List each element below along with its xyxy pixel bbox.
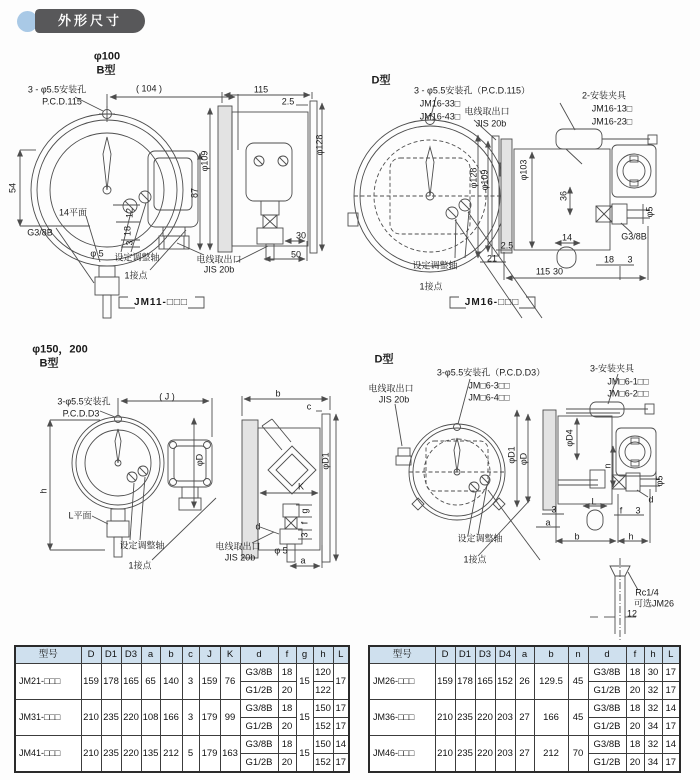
cell: 15: [296, 664, 313, 700]
b100-mount-holes-label: 3 - φ5.5安装孔: [27, 84, 87, 95]
cell: 235: [455, 736, 475, 773]
col-header: c: [182, 646, 199, 664]
b150-dim-b: b: [275, 388, 281, 399]
d100-contact-label: 1接点: [419, 281, 443, 292]
cell: 163: [220, 736, 240, 773]
col-header: D: [435, 646, 455, 664]
col-header: d: [588, 646, 626, 664]
d100-mount-holes-label: 3 - φ5.5安装孔（P.C.D.115）: [413, 85, 531, 96]
cell: 27: [515, 736, 534, 773]
b100-phi5-label: φ 5: [90, 248, 104, 259]
col-header: b: [160, 646, 182, 664]
col-header: f: [278, 646, 296, 664]
d150-dim-f: f: [619, 505, 623, 516]
cell: 178: [455, 664, 475, 700]
d100-phi5: φ5: [644, 206, 655, 218]
d100-outlet-label: 电线取出口: [464, 106, 510, 117]
cell: 26: [515, 664, 534, 700]
b100-outlet-std-label: JIS 20b: [203, 264, 235, 275]
d150-rc-thread-label: Rc1/4: [635, 587, 659, 598]
model-cell: JM46-□□□: [369, 736, 435, 773]
cell: 20: [626, 682, 644, 700]
d150-dim-a: a: [545, 517, 551, 528]
d150-dim-12: 12: [626, 608, 638, 619]
d100-clamp-label: 2-安装夹具: [581, 90, 627, 101]
b100-adjust-shaft-label: 设定调整轴: [114, 252, 160, 263]
col-header: f: [626, 646, 644, 664]
b150-dim-f: f: [299, 521, 310, 525]
table-row: [369, 700, 680, 718]
col-header: a: [141, 646, 160, 664]
d100-adjust-shaft-label: 设定调整轴: [412, 260, 458, 271]
cell: 20: [278, 754, 296, 773]
b100-dim-104: ( 104 ): [135, 83, 163, 94]
dimension-table-b-type: [14, 645, 350, 773]
d100-phi109: φ109: [479, 169, 490, 191]
model-cell: JM26-□□□: [369, 664, 435, 700]
cell: 3: [182, 664, 199, 700]
cell: G3/8B: [588, 736, 626, 754]
b100-flat-label: 14平面: [58, 207, 88, 218]
cell: 17: [333, 718, 349, 736]
cell: 220: [121, 736, 141, 773]
cell: 159: [199, 664, 220, 700]
cell: 150: [313, 736, 333, 754]
b150-phi5: φ 5: [274, 545, 288, 556]
cell: 150: [313, 700, 333, 718]
cell: 18: [626, 664, 644, 682]
col-header: D4: [495, 646, 515, 664]
b150-dim-K: K: [297, 481, 305, 492]
cell: 179: [199, 736, 220, 773]
cell: 17: [333, 754, 349, 773]
cell: 17: [662, 718, 680, 736]
cell: 210: [81, 700, 101, 736]
col-header: K: [220, 646, 240, 664]
b100-dim-3: 3: [124, 240, 135, 246]
d100-clamp-model-2: JM16-23□: [591, 116, 633, 127]
cell: 27: [515, 700, 534, 736]
table-row: [369, 736, 680, 754]
b150-dim-J: ( J ): [159, 391, 175, 402]
cell: G1/2B: [240, 754, 278, 773]
b100-phi109: φ109: [199, 150, 210, 172]
b100-contact-label: 1接点: [124, 270, 148, 281]
cell: 140: [160, 664, 182, 700]
col-header: D1: [455, 646, 475, 664]
cell: 166: [160, 700, 182, 736]
d150-optional-label: 可选JM26: [633, 598, 675, 609]
cell: 18: [278, 736, 296, 754]
b150-dim-g: g: [299, 508, 310, 514]
d150-phi5: φ5: [654, 475, 665, 487]
b150-dim-3: 3: [299, 532, 310, 538]
b150-type-title: B型: [39, 357, 59, 370]
d100-dim-14: 14: [561, 232, 573, 243]
cell: 18: [626, 700, 644, 718]
cell: 14: [662, 700, 680, 718]
d150-model-2: JM□6-4□□: [468, 392, 510, 403]
cell: 15: [296, 736, 313, 773]
b100-dim-87: 87: [189, 187, 200, 199]
d100-dim-2-5: 2.5: [500, 240, 514, 251]
table-row: [15, 736, 349, 754]
col-header: b: [534, 646, 568, 664]
cell: 210: [435, 700, 455, 736]
b150-dim-d: d: [255, 521, 261, 532]
cell: 220: [475, 736, 495, 773]
b150-dim-a: a: [300, 555, 306, 566]
d150-adjust-shaft-label: 设定调整轴: [457, 533, 503, 544]
table-header-row: [15, 646, 349, 664]
d100-dim-36: 36: [558, 190, 569, 202]
d150-dim-3b: 3: [635, 505, 641, 516]
col-header: L: [662, 646, 680, 664]
d100-thread-label: G3/8B: [621, 231, 647, 242]
d150-contact-label: 1接点: [463, 554, 487, 565]
d150-phiD1: φD1: [506, 446, 517, 464]
cell: 17: [662, 682, 680, 700]
cell: 212: [534, 736, 568, 773]
cell: 210: [81, 736, 101, 773]
cell: 14: [662, 736, 680, 754]
cell: 5: [182, 736, 199, 773]
col-header: 型号: [369, 646, 435, 664]
b150-outlet-label: 电线取出口: [215, 541, 261, 552]
dimension-table-d-type: [368, 645, 681, 773]
col-header: d: [240, 646, 278, 664]
cell: 32: [644, 736, 662, 754]
b100-dim-2-5: 2.5: [281, 96, 295, 107]
d150-mount-holes-label: 3-φ5.5安装孔（P.C.D.D3）: [436, 367, 546, 378]
b150-dim-h: h: [38, 488, 49, 494]
cell: 32: [644, 700, 662, 718]
d100-front-view: [348, 97, 542, 318]
b150-outlet-std-label: JIS 20b: [224, 552, 256, 563]
cell: 120: [313, 664, 333, 682]
b100-dim-30: 30: [295, 230, 307, 241]
model-cell: JM41-□□□: [15, 736, 81, 773]
b100-phi128: φ128: [314, 134, 325, 156]
col-header: a: [515, 646, 534, 664]
d100-dim-30: 30: [552, 266, 564, 277]
d150-dim-n: n: [602, 463, 613, 469]
cell: 20: [278, 682, 296, 700]
cell: 165: [121, 664, 141, 700]
cell: G3/8B: [588, 664, 626, 682]
page-title: 外形尺寸: [35, 9, 145, 33]
b100-dim-50: 50: [290, 249, 302, 260]
table-row: [15, 664, 349, 682]
d100-model-1: JM16-33□: [419, 98, 461, 109]
b100-model-code: JM11-□□□: [134, 297, 188, 308]
table-row: [15, 700, 349, 718]
d150-phiD: φD: [518, 452, 529, 466]
cell: 152: [313, 754, 333, 773]
b100-pcd-label: P.C.D.115: [42, 96, 82, 107]
cell: 235: [101, 700, 121, 736]
cell: G1/2B: [588, 682, 626, 700]
cell: 17: [662, 664, 680, 682]
cell: 17: [662, 754, 680, 773]
col-header: J: [199, 646, 220, 664]
cell: 129.5: [534, 664, 568, 700]
d100-dim-18: 18: [603, 254, 615, 265]
b150-adjust-shaft-label: 设定调整轴: [119, 540, 165, 551]
cell: 65: [141, 664, 160, 700]
d150-phiD4: φD4: [564, 429, 575, 447]
cell: G3/8B: [240, 736, 278, 754]
b150-phiD: φD: [194, 453, 205, 467]
cell: 235: [101, 736, 121, 773]
b100-thread-label: G3/8B: [27, 227, 53, 238]
cell: 235: [455, 700, 475, 736]
cell: 152: [313, 718, 333, 736]
d150-outlet-label: 电线取出口: [368, 383, 414, 394]
cell: G3/8B: [588, 700, 626, 718]
col-header: D3: [475, 646, 495, 664]
col-header: g: [296, 646, 313, 664]
d150-dim-b: b: [574, 531, 580, 542]
cell: 203: [495, 700, 515, 736]
col-header: D1: [101, 646, 121, 664]
cell: 15: [296, 700, 313, 736]
b150-pcd-label: P.C.D.D3: [62, 408, 100, 419]
cell: 179: [199, 700, 220, 736]
b100-front-view: [20, 94, 238, 318]
cell: 166: [534, 700, 568, 736]
cell: 30: [644, 664, 662, 682]
col-header: h: [644, 646, 662, 664]
cell: 20: [626, 754, 644, 773]
d100-dim-115: 115: [535, 266, 551, 277]
cell: 76: [220, 664, 240, 700]
b100-outlet-label: 电线取出口: [196, 254, 242, 265]
cell: 220: [475, 700, 495, 736]
d150-clamp-model-2: JM□6-2□□: [607, 388, 649, 399]
d100-model-2: JM16-43□: [419, 111, 461, 122]
cell: G1/2B: [588, 718, 626, 736]
cell: 18: [626, 736, 644, 754]
col-header: h: [313, 646, 333, 664]
d150-clamp-model-1: JM□6-1□□: [607, 376, 649, 387]
model-cell: JM36-□□□: [369, 700, 435, 736]
b150-front-view: [50, 398, 216, 560]
cell: 20: [278, 718, 296, 736]
d100-model-code: JM16-□□□: [464, 297, 520, 308]
b150-dim-c: c: [306, 401, 312, 412]
d150-type-title: D型: [374, 353, 394, 366]
d150-dim-h: h: [628, 531, 634, 542]
cell: G1/2B: [240, 718, 278, 736]
model-cell: JM21-□□□: [15, 664, 81, 700]
col-header: n: [568, 646, 588, 664]
b150-mount-holes-label: 3-φ5.5安装孔: [57, 396, 111, 407]
cell: 17: [333, 700, 349, 718]
d150-dim-d: d: [648, 494, 654, 505]
d150-dim-3a: 3: [551, 504, 557, 515]
b100-type-title: B型: [96, 64, 116, 77]
table-header-row: [369, 646, 680, 664]
d150-dim-L: L: [591, 496, 597, 507]
cell: G1/2B: [240, 682, 278, 700]
cell: G3/8B: [240, 664, 278, 682]
cell: 99: [220, 700, 240, 736]
cell: G3/8B: [240, 700, 278, 718]
cell: 210: [435, 736, 455, 773]
b150-diameter-title: φ150，200: [32, 343, 88, 356]
cell: 18: [278, 664, 296, 682]
cell: 18: [278, 700, 296, 718]
d100-dim-3: 3: [627, 254, 633, 265]
table-row: [369, 664, 680, 682]
cell: G1/2B: [588, 754, 626, 773]
col-header: D: [81, 646, 101, 664]
cell: 14: [333, 736, 349, 754]
cell: 3: [182, 700, 199, 736]
cell: 212: [160, 736, 182, 773]
col-header: D3: [121, 646, 141, 664]
b100-dim-115: 115: [253, 84, 269, 95]
model-cell: JM31-□□□: [15, 700, 81, 736]
cell: 45: [568, 700, 588, 736]
cell: 220: [121, 700, 141, 736]
d100-clamp-model-1: JM16-13□: [591, 103, 633, 114]
b150-contact-label: 1接点: [128, 560, 152, 571]
d100-type-title: D型: [371, 74, 391, 87]
cell: 122: [313, 682, 333, 700]
d100-outlet-std-label: JIS 20b: [475, 118, 507, 129]
cell: 34: [644, 754, 662, 773]
cell: 45: [568, 664, 588, 700]
b100-dim-12: 12: [124, 207, 135, 219]
d100-dim-21: 21: [486, 253, 498, 264]
col-header: 型号: [15, 646, 81, 664]
cell: 17: [333, 664, 349, 700]
d100-phi128: φ128: [468, 167, 479, 189]
d150-outlet-std-label: JIS 20b: [378, 394, 410, 405]
cell: 152: [495, 664, 515, 700]
d150-clamp-label: 3-安装夹具: [589, 363, 635, 374]
cell: 178: [101, 664, 121, 700]
b150-phiD1: φD1: [320, 452, 331, 470]
cell: 32: [644, 682, 662, 700]
d150-model-1: JM□6-3□□: [468, 380, 510, 391]
cell: 165: [475, 664, 495, 700]
cell: 34: [644, 718, 662, 736]
d100-phi103: φ103: [518, 159, 529, 181]
b100-diameter-title: φ100: [93, 50, 121, 63]
cell: 159: [435, 664, 455, 700]
cell: 159: [81, 664, 101, 700]
cell: 20: [626, 718, 644, 736]
cell: 203: [495, 736, 515, 773]
cell: 70: [568, 736, 588, 773]
b150-flat-label: L平面: [68, 510, 92, 521]
cell: 108: [141, 700, 160, 736]
cell: 135: [141, 736, 160, 773]
b100-dim-18: 18: [122, 225, 133, 237]
b100-dim-54: 54: [7, 182, 18, 194]
col-header: L: [333, 646, 349, 664]
